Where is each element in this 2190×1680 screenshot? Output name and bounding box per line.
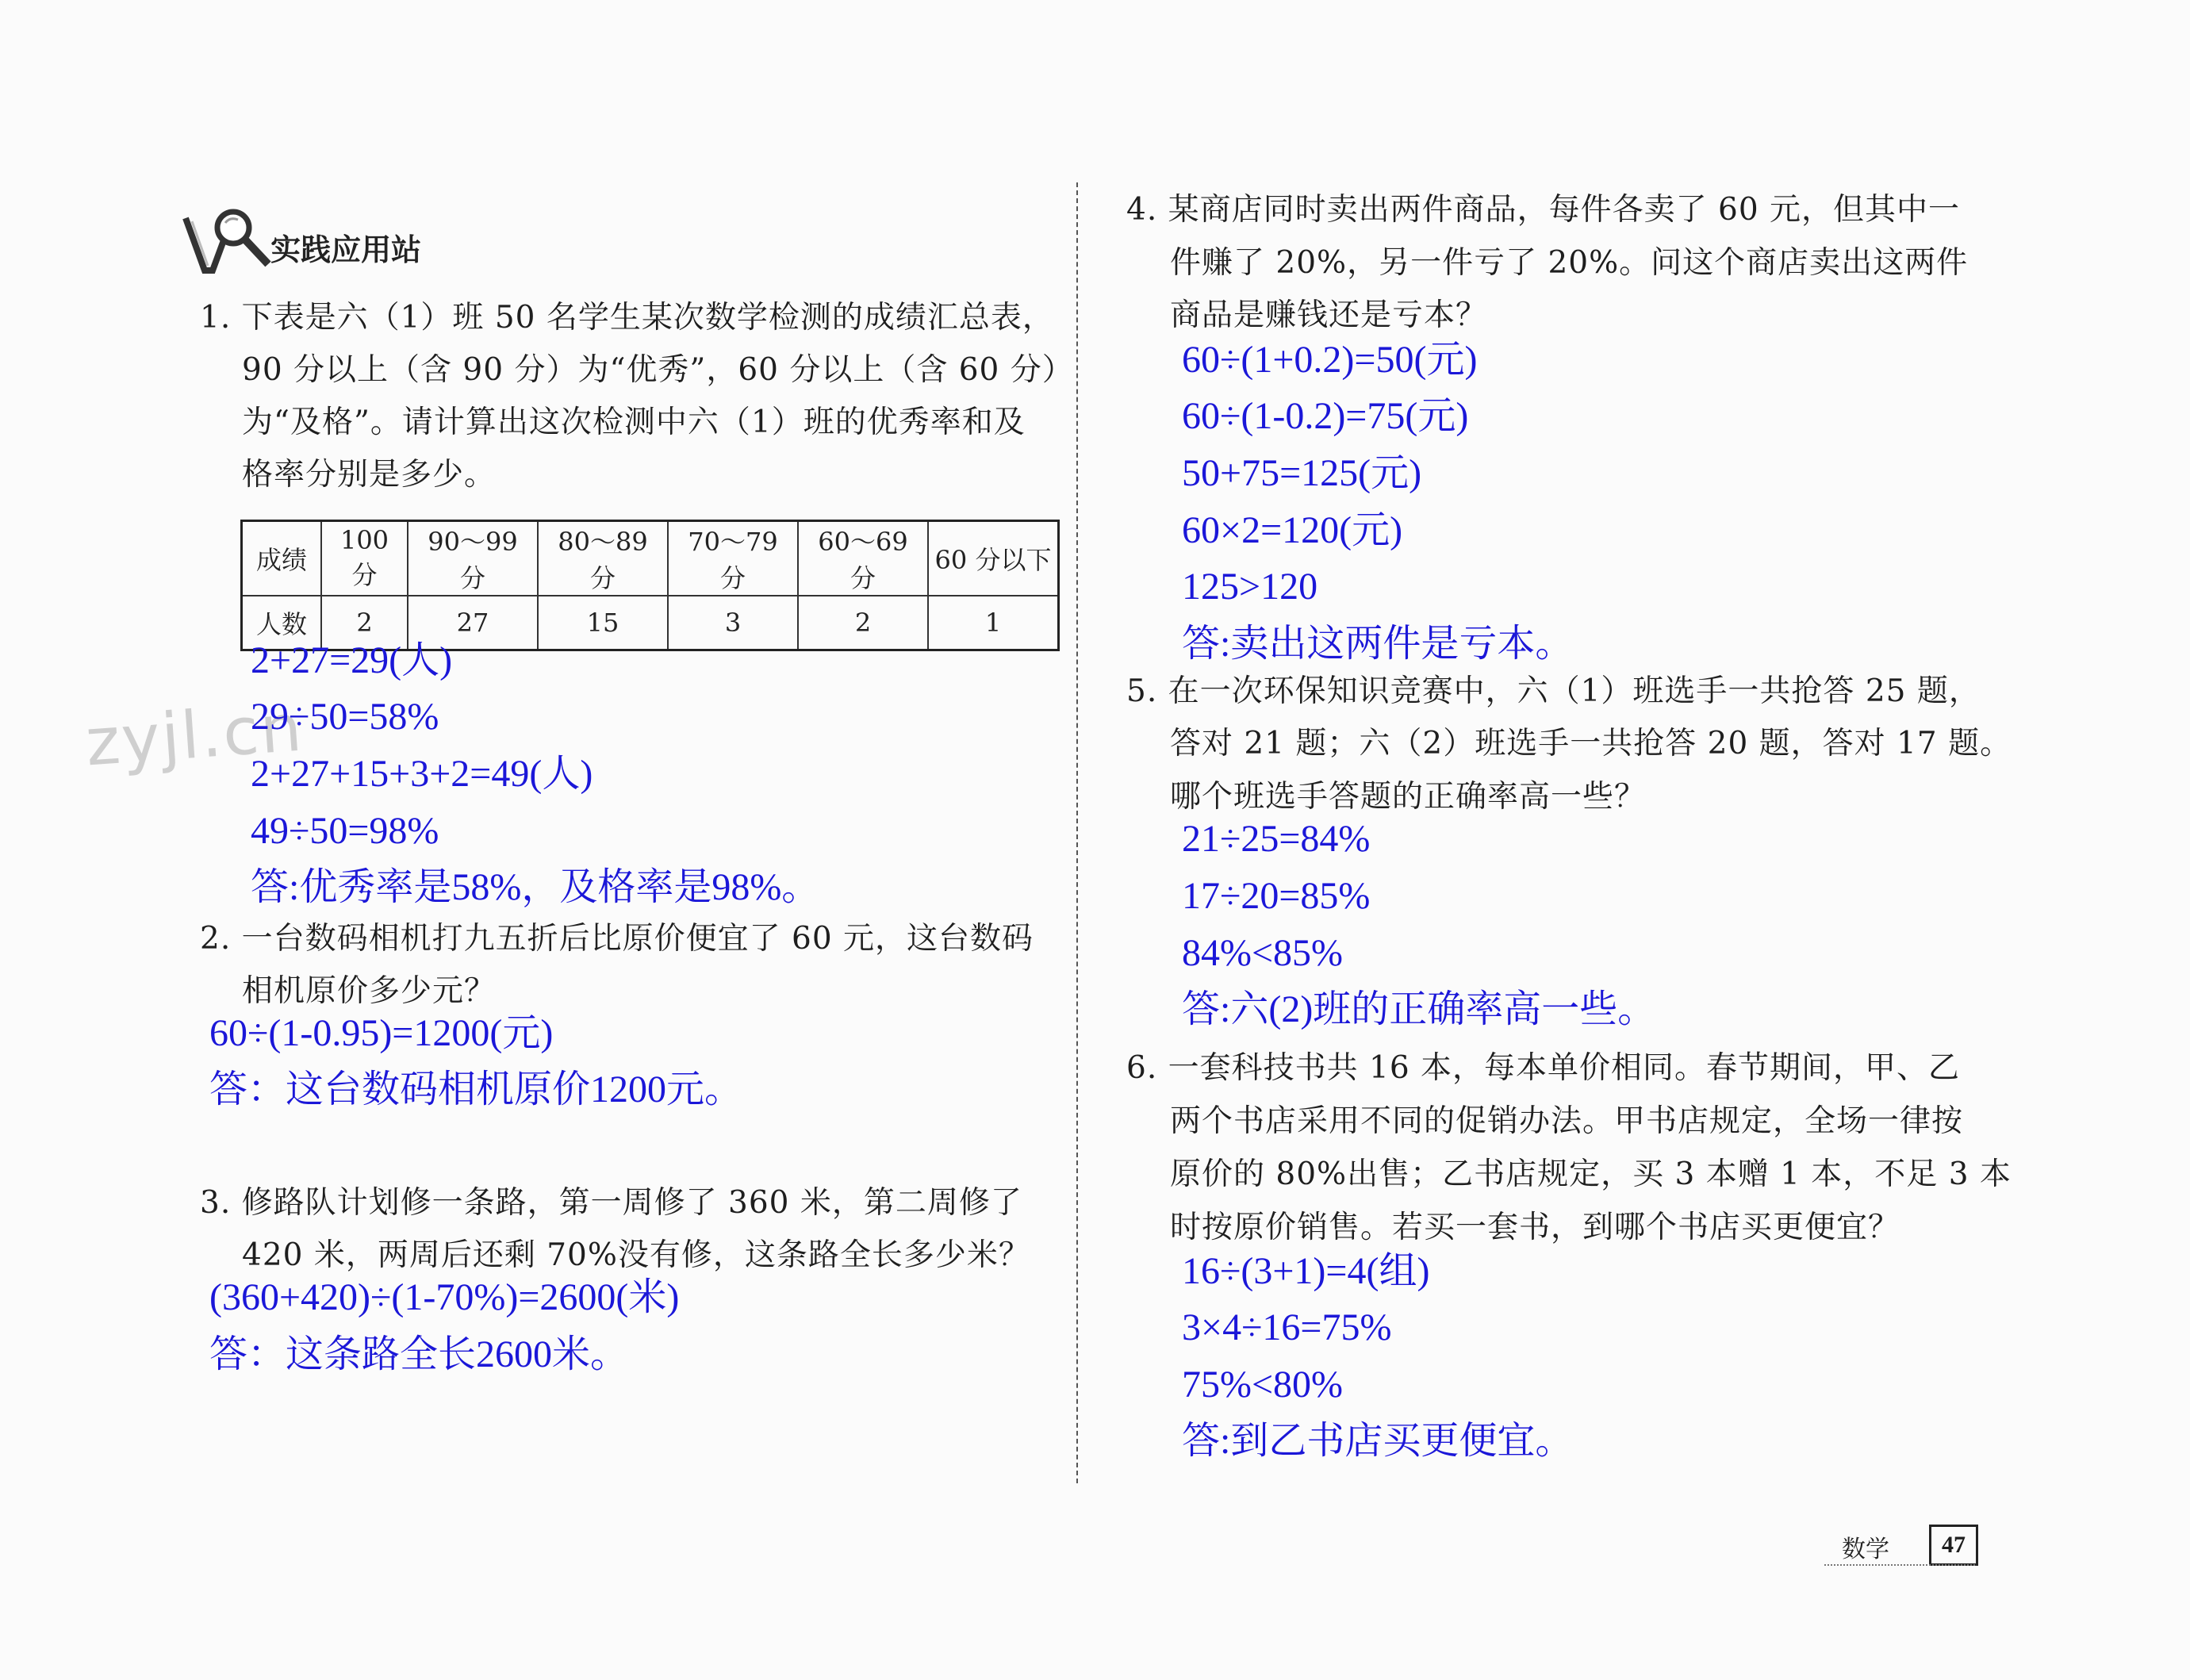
answer-line: 21÷25=84% [1182,818,1371,860]
question-6-line-3: 原价的 80%出售；乙书店规定，买 3 本赠 1 本，不足 3 本 [1170,1156,2012,1192]
answer-line: 60×2=120(元) [1182,509,1403,551]
question-5-line-1: 5. 在一次环保知识竞赛中，六（1）班选手一共抢答 25 题， [1126,673,1981,709]
table-header-row [242,521,1059,596]
answer-conclusion: 答：这条路全长2600米。 [209,1333,629,1375]
question-1-line-2: 90 分以上（含 90 分）为“优秀”，60 分以上（含 60 分） [242,352,1074,388]
table-cell: 2 [798,596,928,650]
table-cell: 27 [408,596,538,650]
answer-line: 50+75=125(元) [1182,452,1422,494]
table-cell: 70～79 分 [668,521,798,596]
table-cell: 人数 [242,596,322,650]
question-1-line-3: 为“及格”。请计算出这次检测中六（1）班的优秀率和及 [242,405,1026,440]
answer-conclusion: 答:六(2)班的正确率高一些。 [1182,988,1656,1030]
question-3-line-1: 3. 修路队计划修一条路，第一周修了 360 米，第二周修了 [200,1185,1022,1221]
table-cell: 成绩 [242,521,322,596]
answer-line: 125>120 [1182,566,1318,608]
question-4-line-3: 商品是赚钱还是亏本？ [1170,297,1488,333]
table-cell: 60 分以下 [928,521,1059,596]
magnifier-check-icon [181,202,274,278]
column-divider [1076,182,1078,1483]
answer-line: 3×4÷16=75% [1182,1306,1392,1348]
answer-line: 16÷(3+1)=4(组) [1182,1250,1430,1292]
answer-line: 60÷(1-0.2)=75(元) [1182,395,1469,437]
question-5-line-3: 哪个班选手答题的正确率高一些？ [1170,779,1647,815]
question-6-line-2: 两个书店采用不同的促销办法。甲书店规定，全场一律按 [1170,1103,1964,1139]
answer-conclusion: 答:到乙书店买更便宜。 [1182,1420,1574,1462]
answer-conclusion: 答:优秀率是58%，及格率是98%。 [251,866,820,908]
question-5-line-2: 答对 21 题；六（2）班选手一共抢答 20 题，答对 17 题。 [1170,726,2012,761]
question-2-line-1: 2. 一台数码相机打九五折后比原价便宜了 60 元，这台数码 [200,921,1034,957]
answer-line: 49÷50=98% [251,810,439,852]
answer-line: 29÷50=58% [251,696,439,738]
table-cell: 90～99 分 [408,521,538,596]
table-cell: 2 [321,596,408,650]
table-cell: 3 [668,596,798,650]
watermark: zyjl.cn [83,690,306,781]
footer-subject: 数学 [1842,1536,1889,1563]
section-title: 实践应用站 [270,232,422,267]
question-3-line-2: 420 米，两周后还剩 70%没有修，这条路全长多少米？ [242,1237,1030,1273]
table-cell: 80～89 分 [538,521,668,596]
answer-line: 60÷(1-0.95)=1200(元) [209,1012,554,1054]
answer-line: 2+27+15+3+2=49(人) [251,753,593,795]
answer-line: (360+420)÷(1-70%)=2600(米) [209,1276,680,1318]
answer-line: 2+27=29(人) [251,639,453,681]
question-4-line-1: 4. 某商店同时卖出两件商品，每件各卖了 60 元，但其中一 [1126,192,1961,228]
section-header [181,202,429,278]
question-6-line-4: 时按原价销售。若买一套书，到哪个书店买更便宜？ [1170,1210,1900,1245]
answer-conclusion: 答:卖出这两件是亏本。 [1182,623,1574,665]
answer-conclusion: 答：这台数码相机原价1200元。 [209,1068,743,1110]
table-cell: 1 [928,596,1059,650]
page-number: 47 [1929,1525,1978,1566]
question-1-line-1: 1. 下表是六（1）班 50 名学生某次数学检测的成绩汇总表， [200,300,1054,336]
answer-line: 84%<85% [1182,932,1344,974]
answer-line: 75%<80% [1182,1364,1344,1406]
answer-line: 17÷20=85% [1182,875,1371,917]
answer-line: 60÷(1+0.2)=50(元) [1182,339,1478,381]
question-6-line-1: 6. 一套科技书共 16 本，每本单价相同。春节期间，甲、乙 [1126,1050,1961,1086]
table-cell: 15 [538,596,668,650]
question-4-line-2: 件赚了 20%，另一件亏了 20%。问这个商店卖出这两件 [1170,245,1969,281]
question-2-line-2: 相机原价多少元？ [242,973,497,1009]
question-1-line-4: 格率分别是多少。 [242,457,497,493]
table-cell: 100 分 [321,521,408,596]
footer-dotted-line [1824,1564,1975,1566]
table-cell: 60～69 分 [798,521,928,596]
